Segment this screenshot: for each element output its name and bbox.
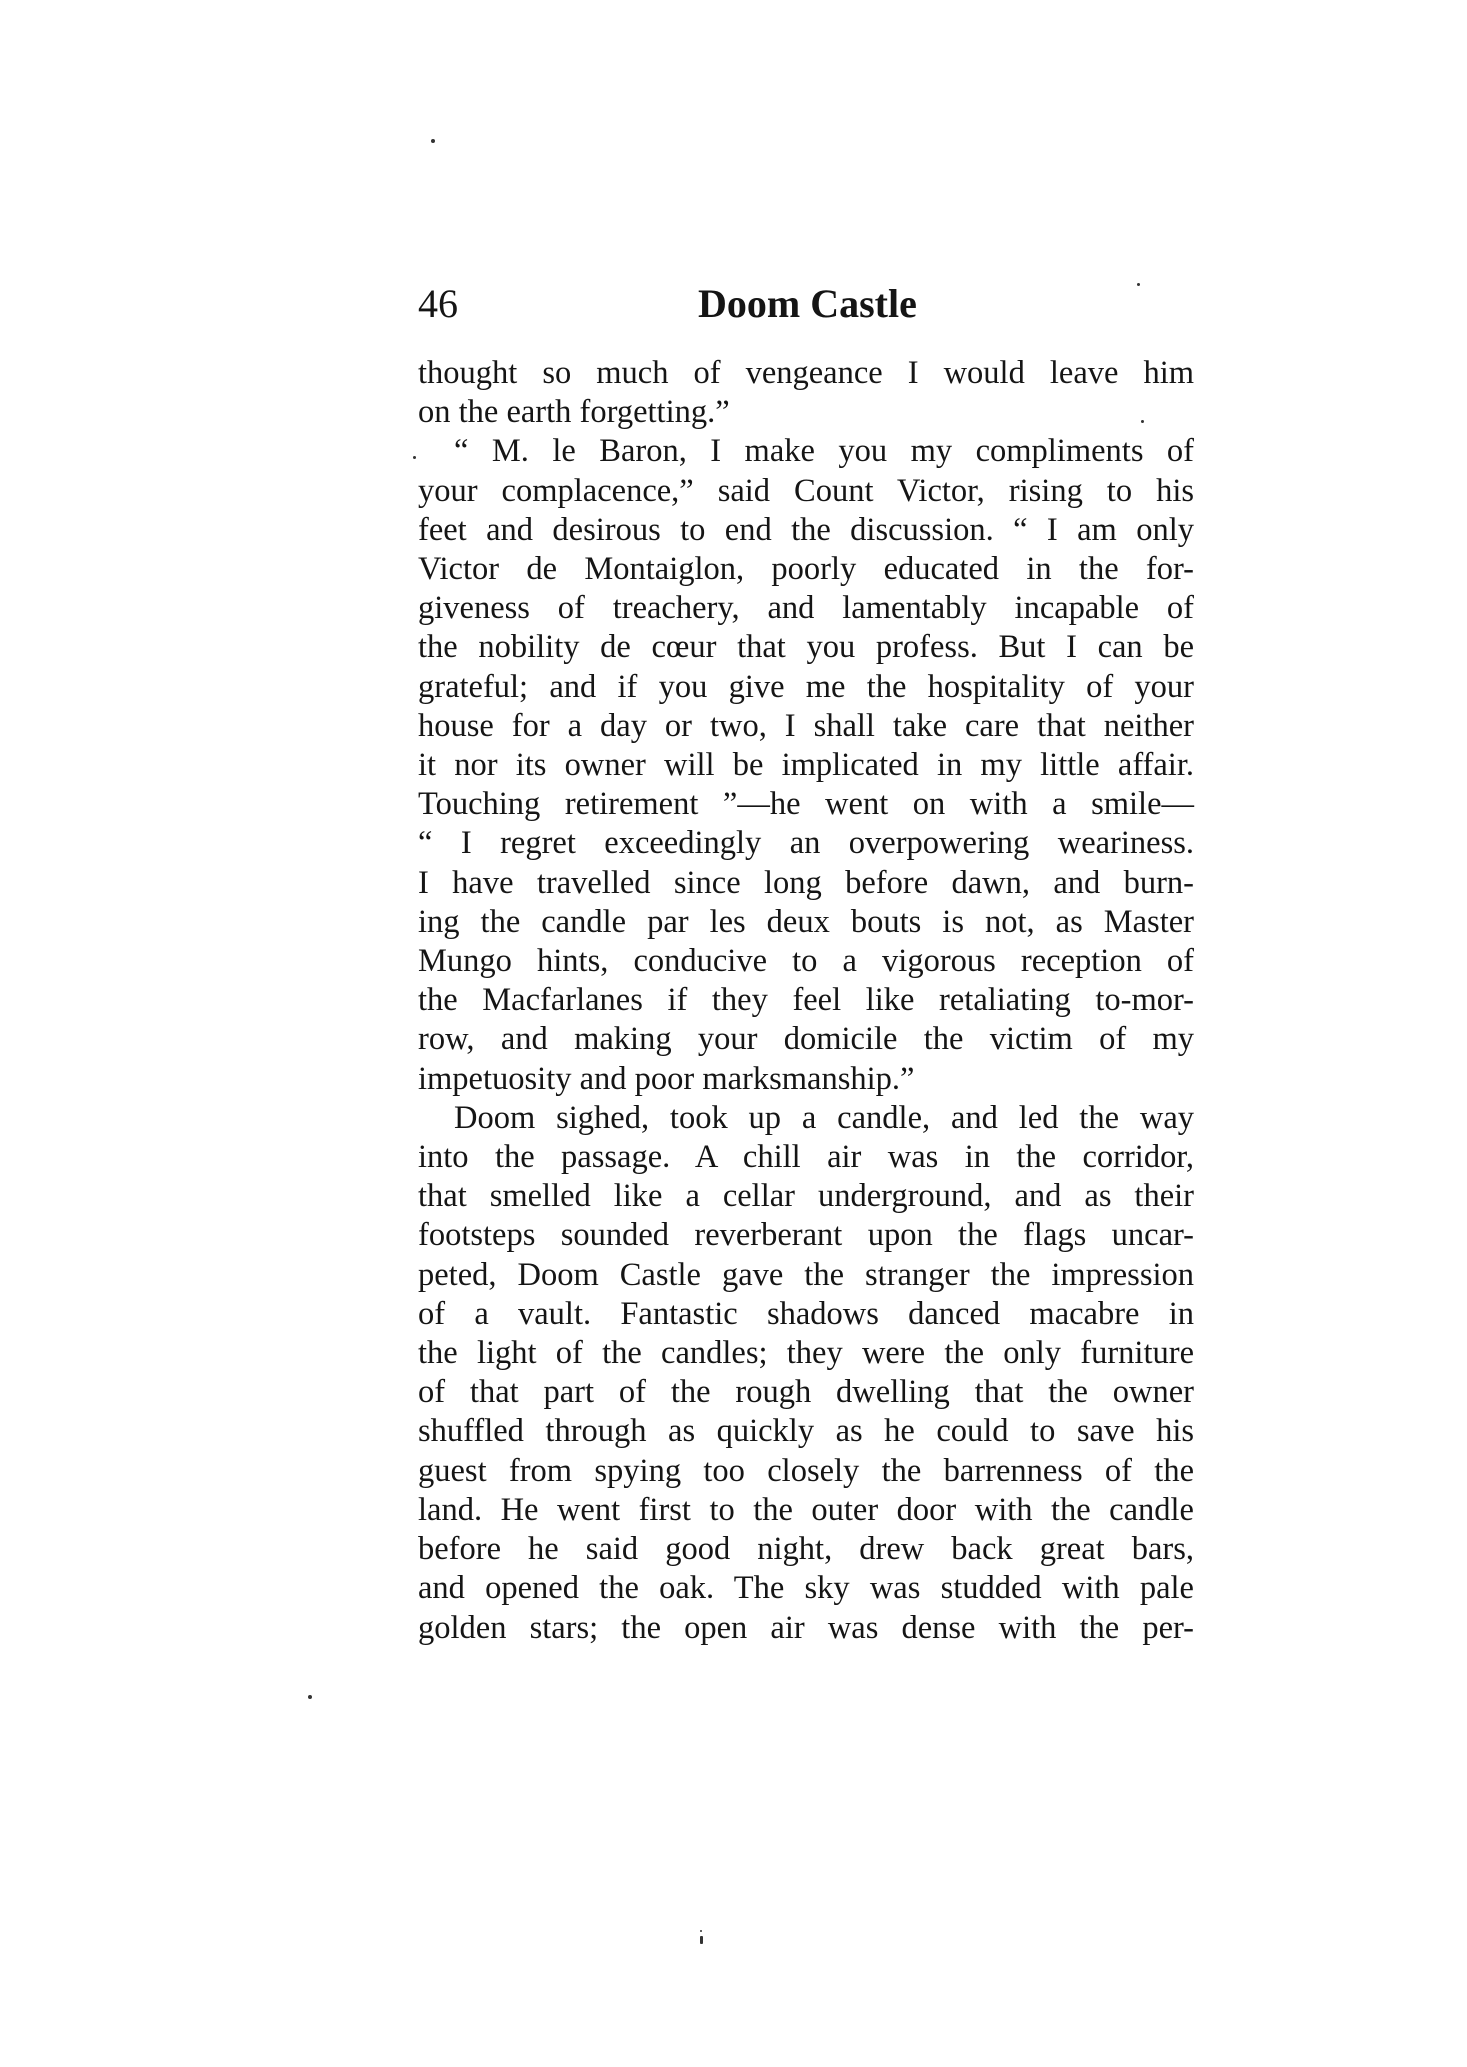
text-line: of that part of the rough dwelling that the owner (418, 1374, 1194, 1411)
text-line: Victor de Montaiglon, poorly educated in the for- (418, 551, 1194, 588)
page-number: 46 (418, 281, 458, 326)
scan-speck (431, 139, 435, 143)
text-line: the nobility de cœur that you profess. But I can be (418, 629, 1194, 666)
text-line: and opened the oak. The sky was studded with pale (418, 1570, 1194, 1607)
text-line: guest from spying too closely the barrenness of the (418, 1452, 1194, 1489)
text-line: on the earth forgetting.” (418, 394, 730, 431)
page-header (418, 276, 1194, 332)
scan-speck (700, 1936, 703, 1944)
scan-speck (413, 456, 416, 459)
text-line: peted, Doom Castle gave the stranger the impression (418, 1256, 1194, 1293)
text-line: Touching retirement ”—he went on with a smile— (418, 786, 1194, 823)
text-line: “ I regret exceedingly an overpowering weariness. (418, 825, 1194, 862)
text-line: golden stars; the open air was dense with the per- (418, 1609, 1194, 1646)
text-line: house for a day or two, I shall take care that neither (418, 707, 1194, 744)
text-line: the light of the candles; they were the only furniture (418, 1335, 1194, 1372)
text-line: of a vault. Fantastic shadows danced macabre in (418, 1295, 1194, 1332)
scan-speck (1141, 420, 1144, 423)
text-line: shuffled through as quickly as he could to save his (418, 1413, 1194, 1450)
text-line: before he said good night, drew back great bars, (418, 1531, 1194, 1568)
text-line: row, and making your domicile the victim of my (418, 1021, 1194, 1058)
text-line: I have travelled since long before dawn, and burn- (418, 864, 1194, 901)
text-line: Mungo hints, conducive to a vigorous reception of (418, 943, 1194, 980)
text-line: into the passage. A chill air was in the corridor, (418, 1139, 1194, 1176)
text-line: ing the candle par les deux bouts is not, as Master (418, 903, 1194, 940)
scan-speck (1137, 283, 1140, 286)
scan-speck (700, 1930, 702, 1932)
text-line: “ M. le Baron, I make you my compliments of (454, 433, 1194, 470)
text-line: your complacence,” said Count Victor, rising to his (418, 472, 1194, 509)
text-line: giveness of treachery, and lamentably incapable of (418, 590, 1194, 627)
text-line: that smelled like a cellar underground, and as their (418, 1178, 1194, 1215)
text-line: it nor its owner will be implicated in my little affair. (418, 747, 1194, 784)
text-line: feet and desirous to end the discussion. “ I am only (418, 511, 1194, 548)
body-text (418, 354, 1194, 1648)
running-title: Doom Castle (698, 281, 917, 326)
text-line: the Macfarlanes if they feel like retaliating to-mor- (418, 982, 1194, 1019)
scan-speck (308, 1695, 312, 1699)
text-line: Doom sighed, took up a candle, and led the way (454, 1099, 1194, 1136)
text-line: grateful; and if you give me the hospitality of your (418, 668, 1194, 705)
text-line: footsteps sounded reverberant upon the flags uncar- (418, 1217, 1194, 1254)
text-line: land. He went first to the outer door with the candle (418, 1491, 1194, 1528)
text-line: thought so much of vengeance I would leave him (418, 355, 1194, 391)
text-line: impetuosity and poor marksmanship.” (418, 1060, 915, 1097)
